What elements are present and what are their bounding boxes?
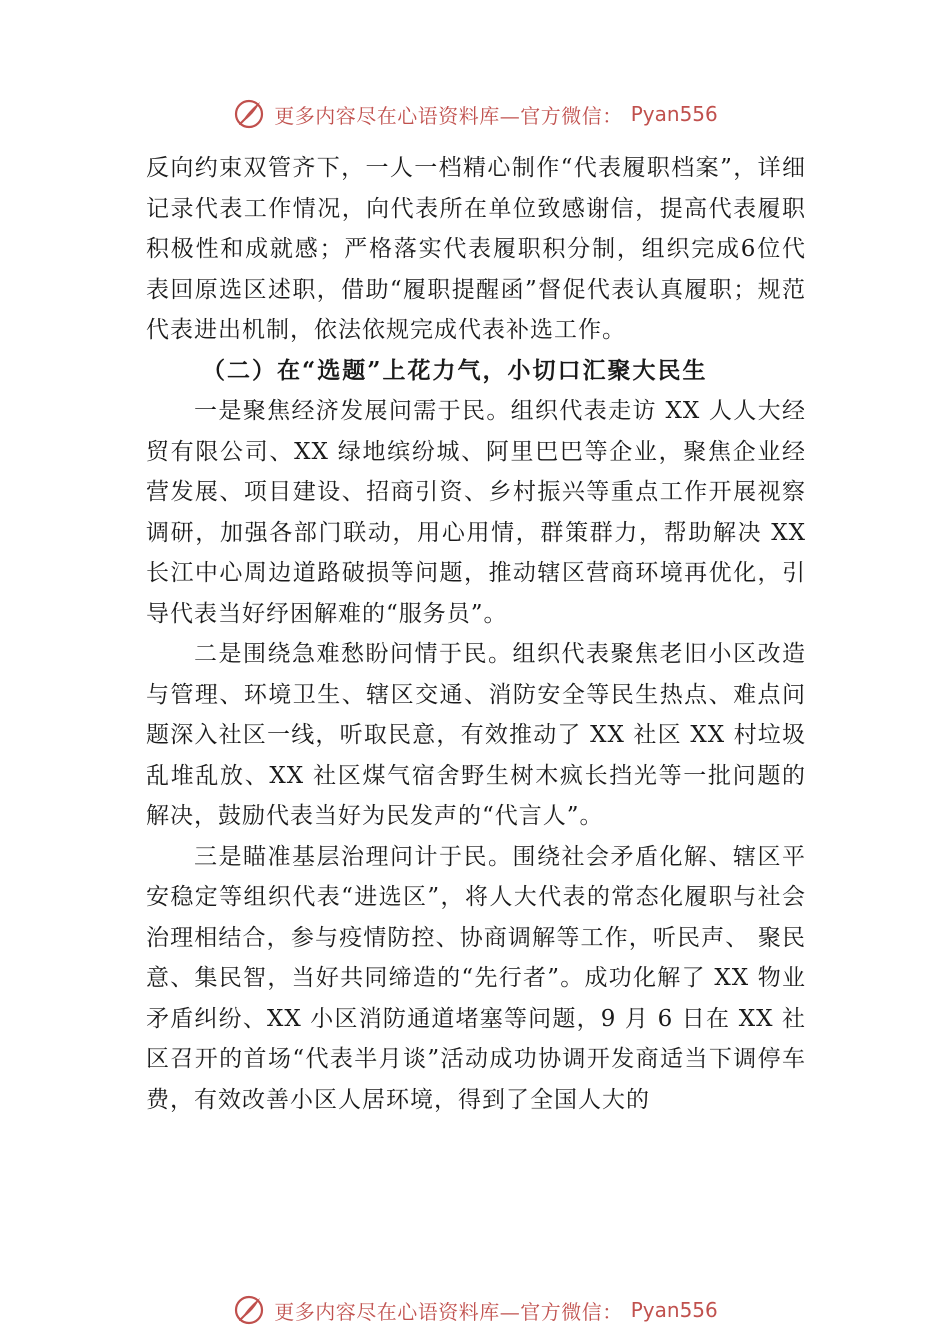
document-body [146,148,806,1120]
watermark-text: 更多内容尽在心语资料库—官方微信： [274,103,623,128]
quill-logo-icon [232,97,266,131]
watermark-wechat-id: Pyan556 [630,1298,718,1322]
paragraph-livelihood: 二是围绕急难愁盼问情于民。组织代表聚焦老旧小区改造与管理、环境卫生、辖区交通、消防安全等民生热点、难点问题深入社区一线，听取民意，有效推动了 XX 社区 XX 村垃圾乱堆乱放、XX 社区煤气宿舍野生树木疯长挡光等一批问题的解决，鼓励代表当好为民发声的“代言人”。 [146,641,806,829]
section-heading: （二）在“选题”上花力气，小切口汇聚大民生 [202,356,708,384]
footer-watermark [0,1290,950,1330]
paragraph-continuation: 反向约束双管齐下，一人一档精心制作“代表履职档案”，详细记录代表工作情况，向代表所在单位致感谢信，提高代表履职积极性和成就感；严格落实代表履职积分制，组织完成6位代表回原选区述职，借助“履职提醒函”督促代表认真履职；规范代表进出机制，依法依规完成代表补选工作。 [146,155,806,343]
header-watermark [0,94,950,134]
watermark-wechat-id: Pyan556 [630,102,718,126]
paragraph-governance: 三是瞄准基层治理问计于民。围绕社会矛盾化解、辖区平安稳定等组织代表“进选区”，将人大代表的常态化履职与社会治理相结合，参与疫情防控、协商调解等工作，听民声、 聚民意、集民智，当好共同缔造的“先行者”。成功化解了 XX 物业矛盾纠纷、XX 小区消防通道堵塞等问题，9 月 6 日在 XX 社区召开的首场“代表半月谈”活动成功协调开发商适当下调停车费，有效改善小区人居环境，得到了全国人大的 [146,843,806,1113]
quill-logo-icon [232,1293,266,1327]
paragraph-economy: 一是聚焦经济发展问需于民。组织代表走访 XX 人人大经贸有限公司、XX 绿地缤纷城、阿里巴巴等企业，聚焦企业经营发展、项目建设、招商引资、乡村振兴等重点工作开展视察调研，加强各部门联动，用心用情，群策群力，帮助解决 XX 长江中心周边道路破损等问题，推动辖区营商环境再优化，引导代表当好纾困解难的“服务员”。 [146,398,806,627]
watermark-text: 更多内容尽在心语资料库—官方微信： [274,1299,623,1324]
